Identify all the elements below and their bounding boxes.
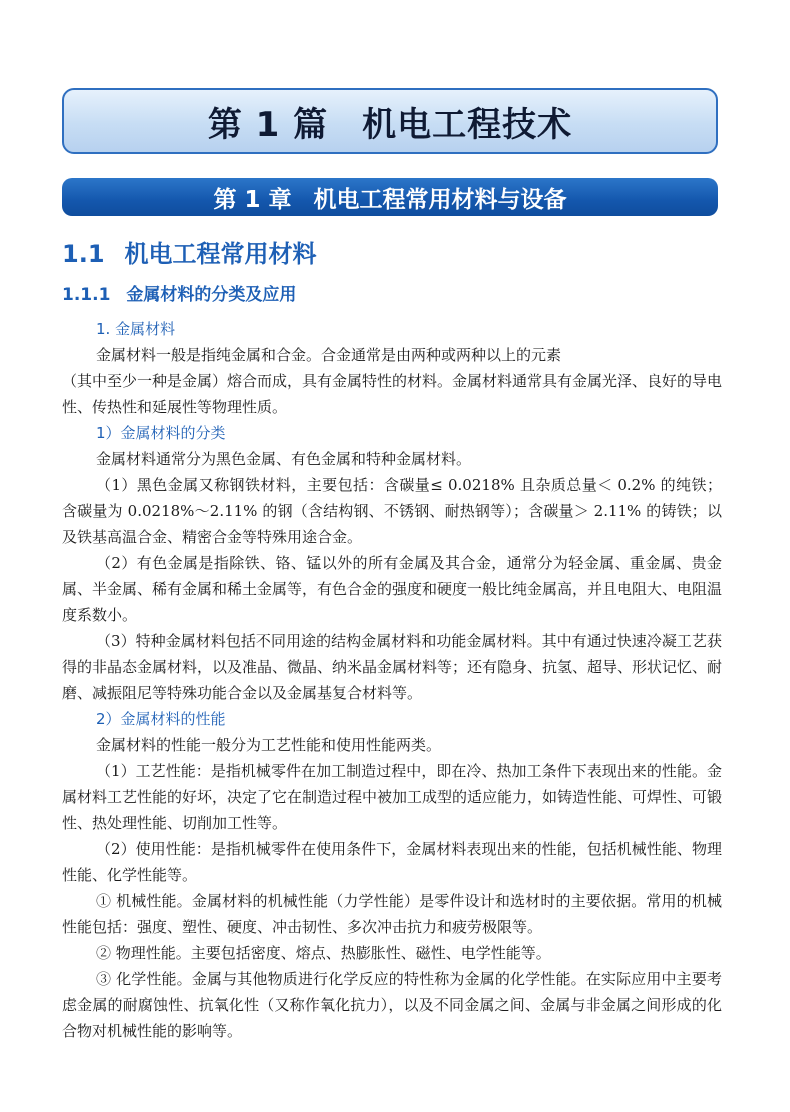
chapter-banner [62, 178, 718, 216]
paragraph-1-line-1: 金属材料一般是指纯金属和合金。合金通常是由两种或两种以上的元素 [96, 346, 562, 364]
subsection-heading [62, 280, 296, 305]
paragraph-7: （1）工艺性能：是指机械零件在加工制造过程中，即在冷、热加工条件下表现出来的性能。金属材料工艺性能的好坏，决定了它在制造过程中被加工成型的适应能力，如铸造性能、可焊性、可锻性、热处理性能、切削加工性等。 [62, 762, 723, 832]
subsection-number: 1.1.1 [62, 285, 111, 305]
heading-metal-materials: 1. 金属材料 [96, 320, 176, 338]
body-text [62, 316, 722, 1044]
chapter-number: 第 1 章 [213, 186, 292, 213]
paragraph-9: ① 机械性能。金属材料的机械性能（力学性能）是零件设计和选材时的主要依据。常用的机械性能包括：强度、塑性、硬度、冲击韧性、多次冲击抗力和疲劳极限等。 [62, 892, 722, 936]
paragraph-3: （1）黑色金属又称钢铁材料，主要包括：含碳量≤ 0.0218% 且杂质总量＜ 0.2% 的纯铁；含碳量为 0.0218%～2.11% 的钢（含结构钢、不锈钢、耐热钢等）；含碳量＞ 2.11% 的铸铁；以及铁基高温合金、精密合金等特殊用途合金。 [62, 476, 722, 546]
chapter-title: 机电工程常用材料与设备 [313, 186, 567, 213]
heading-properties: 2）金属材料的性能 [96, 710, 226, 728]
part-banner [62, 88, 718, 154]
section-heading [62, 234, 317, 269]
paragraph-11: ③ 化学性能。金属与其他物质进行化学反应的特性称为金属的化学性能。在实际应用中主要考虑金属的耐腐蚀性、抗氧化性（又称作氧化抗力），以及不同金属之间、金属与非金属之间形成的化合物对机械性能的影响等。 [62, 970, 722, 1040]
paragraph-2: 金属材料通常分为黑色金属、有色金属和特种金属材料。 [96, 450, 472, 468]
paragraph-4: （2）有色金属是指除铁、铬、锰以外的所有金属及其合金，通常分为轻金属、重金属、贵金属、半金属、稀有金属和稀土金属等，有色合金的强度和硬度一般比纯金属高，并且电阻大、电阻温度系数小。 [62, 554, 723, 624]
part-title: 机电工程技术 [362, 104, 573, 145]
paragraph-5: （3）特种金属材料包括不同用途的结构金属材料和功能金属材料。其中有通过快速冷凝工艺获得的非晶态金属材料，以及准晶、微晶、纳米晶金属材料等；还有隐身、抗氢、超导、形状记忆、耐磨、减振阻尼等特殊功能合金以及金属基复合材料等。 [62, 632, 723, 702]
paragraph-6: 金属材料的性能一般分为工艺性能和使用性能两类。 [96, 736, 442, 754]
section-title: 机电工程常用材料 [124, 240, 317, 268]
paragraph-1-line-2: （其中至少一种是金属）熔合而成，具有金属特性的材料。金属材料通常具有金属光泽、良好的导电性、传热性和延展性等物理性质。 [62, 372, 723, 416]
section-number: 1.1 [62, 240, 105, 268]
paragraph-10: ② 物理性能。主要包括密度、熔点、热膨胀性、磁性、电学性能等。 [96, 944, 551, 962]
subsection-title: 金属材料的分类及应用 [126, 285, 297, 305]
paragraph-8: （2）使用性能：是指机械零件在使用条件下，金属材料表现出来的性能，包括机械性能、物理性能、化学性能等。 [62, 840, 722, 884]
heading-classification: 1）金属材料的分类 [96, 424, 226, 442]
part-number: 第 1 篇 [207, 104, 329, 145]
